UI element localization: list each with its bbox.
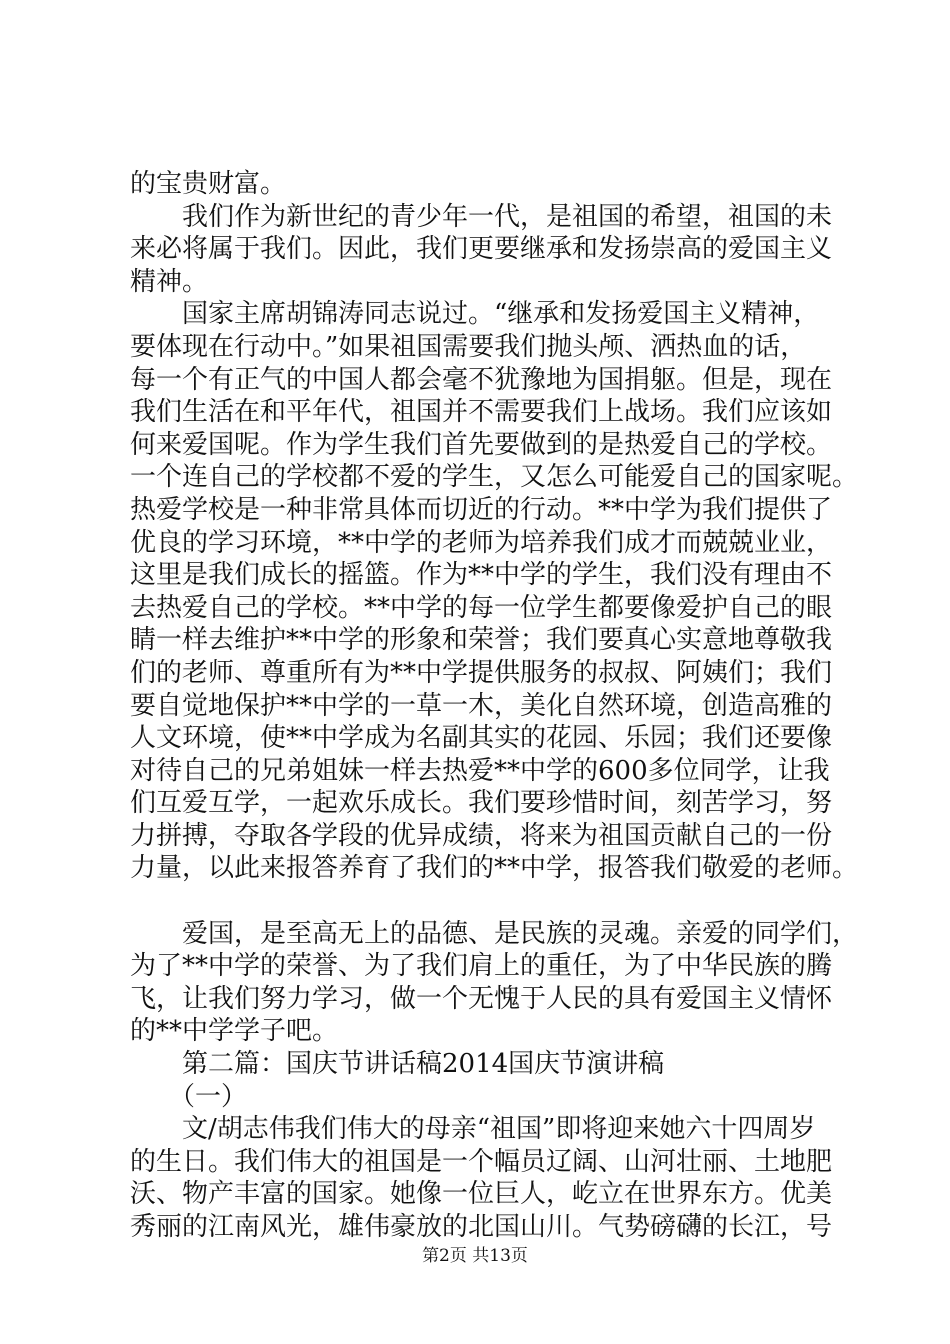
text-line: 的生日。我们伟大的祖国是一个幅员辽阔、山河壮丽、土地肥 — [130, 1146, 833, 1177]
text-line: 为了**中学的荣誉、为了我们肩上的重任，为了中华民族的腾 — [130, 951, 833, 982]
text-line: 精神。 — [130, 266, 209, 297]
text-line: 我们生活在和平年代，祖国并不需要我们上战场。我们应该如 — [130, 397, 833, 428]
text-line: 爱国，是至高无上的品德、是民族的灵魂。亲爱的同学们， — [130, 918, 859, 949]
text-line: 何来爱国呢。作为学生我们首先要做到的是热爱自己的学校。 — [130, 429, 833, 460]
text-line: 要体现在行动中。”如果祖国需要我们抛头颅、洒热血的话， — [130, 331, 807, 362]
text-line: 的**中学学子吧。 — [130, 1016, 339, 1047]
body-text — [130, 168, 859, 1244]
text-line: 来必将属于我们。因此，我们更要继承和发扬崇高的爱国主义 — [130, 234, 833, 265]
text-line: 们的老师、尊重所有为**中学提供服务的叔叔、阿姨们；我们 — [130, 657, 833, 688]
text-line: 人文环境，使**中学成为名副其实的花园、乐园；我们还要像 — [130, 723, 833, 754]
text-line: 我们作为新世纪的青少年一代，是祖国的希望，祖国的未 — [130, 201, 833, 232]
text-line: 第二篇：国庆节讲话稿2014国庆节演讲稿 — [130, 1049, 665, 1080]
text-line: 力量，以此来报答养育了我们的**中学，报答我们敬爱的老师。 — [130, 853, 859, 884]
text-line: 一个连自己的学校都不爱的学生，又怎么可能爱自己的国家呢。 — [130, 462, 859, 493]
text-line: 力拼搏，夺取各学段的优异成绩，将来为祖国贡献自己的一份 — [130, 820, 833, 851]
text-line: 国家主席胡锦涛同志说过。“继承和发扬爱国主义精神， — [130, 299, 820, 330]
text-line: 优良的学习环境，**中学的老师为培养我们成才而兢兢业业， — [130, 527, 833, 558]
text-line: 这里是我们成长的摇篮。作为**中学的学生，我们没有理由不 — [130, 560, 833, 591]
text-line: 秀丽的江南风光，雄伟豪放的北国山川。气势磅礴的长江，号 — [130, 1212, 833, 1242]
text-line: 的宝贵财富。 — [130, 169, 287, 199]
text-line: 对待自己的兄弟姐妹一样去热爱**中学的600多位同学，让我 — [130, 755, 830, 786]
text-line: 每一个有正气的中国人都会毫不犹豫地为国捐躯。但是，现在 — [130, 364, 833, 395]
text-line: 沃、物产丰富的国家。她像一位巨人，屹立在世界东方。优美 — [130, 1179, 833, 1210]
text-line: 去热爱自己的学校。**中学的每一位学生都要像爱护自己的眼 — [130, 592, 833, 623]
text-line: 热爱学校是一种非常具体而切近的行动。**中学为我们提供了 — [130, 494, 833, 525]
text-line: （一） — [130, 1081, 248, 1112]
text-line: 们互爱互学，一起欢乐成长。我们要珍惜时间，刻苦学习，努 — [130, 788, 833, 819]
text-line: 要自觉地保护**中学的一草一木，美化自然环境，创造高雅的 — [130, 690, 833, 721]
page-footer: 第2页 共13页 — [422, 1246, 528, 1266]
text-line: 睛一样去维护**中学的形象和荣誉；我们要真心实意地尊敬我 — [130, 625, 833, 656]
text-line: 飞，让我们努力学习，做一个无愧于人民的具有爱国主义情怀 — [130, 983, 833, 1014]
text-line: 文/胡志伟我们伟大的母亲“祖国”即将迎来她六十四周岁 — [130, 1114, 816, 1145]
blank-line — [130, 885, 830, 918]
